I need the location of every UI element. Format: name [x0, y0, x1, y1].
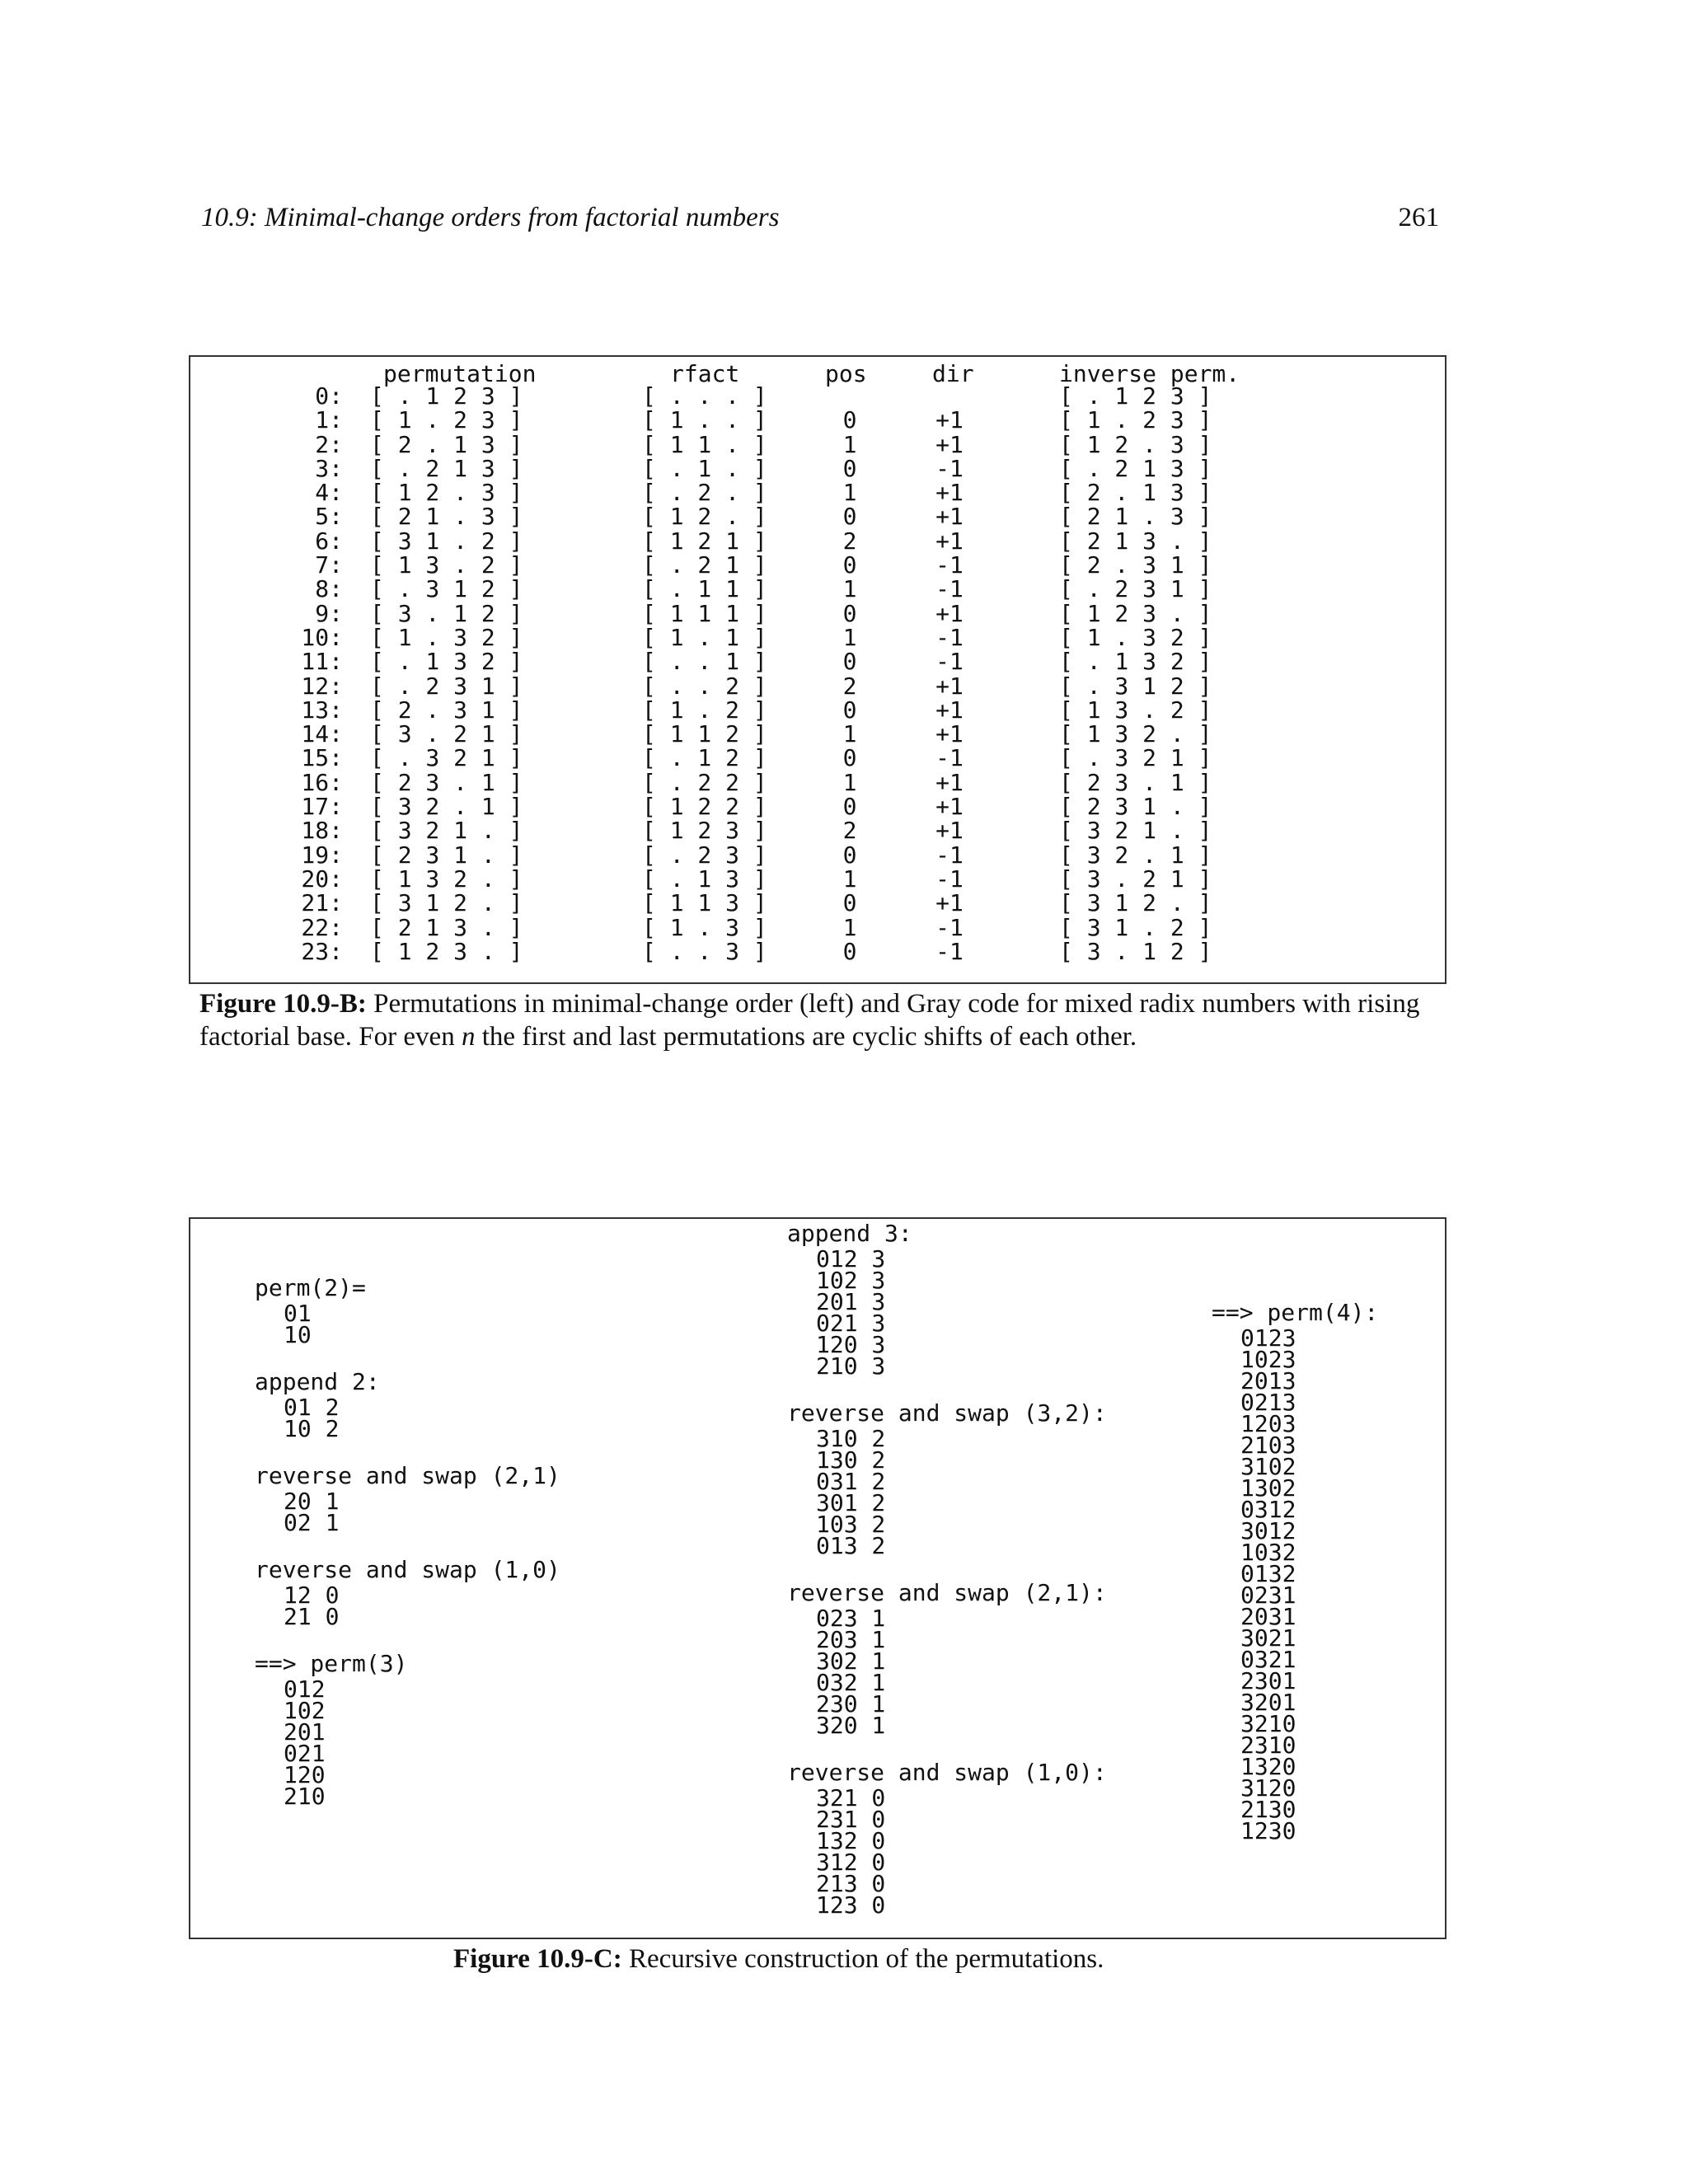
row-pos: 0	[842, 648, 857, 676]
row-permutation: [ 3 . 2 1 ]	[370, 720, 523, 748]
row-inverse: [ 1 . 3 2 ]	[1059, 623, 1212, 651]
perm-line: 3012	[1240, 1517, 1296, 1544]
perm-line: 032 1	[816, 1669, 886, 1696]
row-index: 21:	[301, 889, 343, 917]
figure-b-caption-label: Figure 10.9-B:	[199, 989, 367, 1019]
row-inverse: [ . 2 3 1 ]	[1059, 575, 1212, 603]
perm-line: 120	[284, 1761, 326, 1788]
row-rfact: [ 1 . 3 ]	[642, 913, 767, 941]
row-rfact: [ . 2 2 ]	[642, 768, 767, 796]
row-permutation: [ 1 2 3 . ]	[370, 937, 523, 965]
perm-line: 21 0	[284, 1603, 340, 1630]
pos-rows	[825, 384, 874, 963]
row-inverse: [ . 1 2 3 ]	[1059, 382, 1212, 410]
perm-line: 102 3	[816, 1267, 886, 1294]
perm-line: 1023	[1240, 1346, 1296, 1373]
row-permutation: [ 1 . 3 2 ]	[370, 623, 523, 651]
perm-line: 0312	[1240, 1496, 1296, 1523]
perm-line: 203 1	[816, 1626, 886, 1653]
row-dir	[904, 384, 995, 408]
perm-line: 210 3	[816, 1352, 886, 1380]
row-dir: -1	[935, 913, 964, 941]
perm-line: 021 3	[816, 1310, 886, 1337]
perm-line: 01 2	[284, 1394, 340, 1421]
step-label: perm(2)=	[255, 1274, 366, 1301]
row-inverse: [ 3 2 1 . ]	[1059, 817, 1212, 845]
row-permutation: [ . 3 2 1 ]	[370, 744, 523, 772]
row-index: 16:	[301, 768, 343, 796]
perm-line: 20 1	[284, 1488, 340, 1515]
perm-line: 3201	[1240, 1689, 1296, 1716]
row-inverse: [ 2 . 1 3 ]	[1059, 479, 1212, 507]
perm-line: 301 2	[816, 1489, 886, 1516]
row-permutation: [ . 1 3 2 ]	[370, 648, 523, 676]
row-pos: 1	[842, 479, 857, 507]
perm-line: 2310	[1240, 1732, 1296, 1759]
row-rfact: [ . 2 1 ]	[642, 551, 767, 579]
row-pos: 2	[842, 817, 857, 845]
perm-line: 3021	[1240, 1624, 1296, 1652]
running-head	[201, 203, 1439, 242]
row-permutation: [ 2 3 1 . ]	[370, 841, 523, 869]
row-index: 18:	[301, 817, 343, 845]
row-inverse: [ 2 3 1 . ]	[1059, 793, 1212, 821]
perm-line: 1203	[1240, 1410, 1296, 1437]
row-permutation: [ 2 . 3 1 ]	[370, 696, 523, 724]
row-rfact: [ . 1 . ]	[642, 454, 767, 482]
row-index: 17:	[301, 793, 343, 821]
perm-line: 230 1	[816, 1690, 886, 1718]
row-dir: -1	[935, 865, 964, 893]
row-index: 4:	[315, 479, 343, 507]
perm-line: 01	[284, 1300, 312, 1327]
section-title: 10.9: Minimal-change orders from factorial numbers	[201, 203, 780, 232]
perm-line: 012 3	[816, 1245, 886, 1272]
permutation-column	[370, 357, 537, 965]
row-dir: +1	[935, 768, 964, 796]
pos-column	[825, 357, 899, 965]
perm-line: 2013	[1240, 1367, 1296, 1394]
figure-b-box	[189, 355, 1447, 984]
row-dir: +1	[935, 479, 964, 507]
row-dir: -1	[935, 551, 964, 579]
row-pos: 1	[842, 720, 857, 748]
row-pos: 0	[842, 696, 857, 724]
index-rows	[301, 384, 343, 963]
perm-line: 1230	[1240, 1817, 1296, 1844]
row-pos: 1	[842, 768, 857, 796]
row-index: 11:	[301, 648, 343, 676]
step-label: reverse and swap (1,0)	[255, 1556, 560, 1583]
row-permutation: [ 1 3 2 . ]	[370, 865, 523, 893]
row-dir: +1	[935, 793, 964, 821]
perm-line: 102	[284, 1697, 326, 1724]
row-rfact: [ . 2 3 ]	[642, 841, 767, 869]
row-permutation: [ 3 1 2 . ]	[370, 889, 523, 917]
row-permutation: [ 3 2 . 1 ]	[370, 793, 523, 821]
row-inverse: [ 3 1 2 . ]	[1059, 889, 1212, 917]
step-label: append 2:	[255, 1368, 380, 1395]
row-dir: -1	[935, 648, 964, 676]
row-permutation: [ . 2 3 1 ]	[370, 672, 523, 700]
perm-line: 132 0	[816, 1827, 886, 1854]
row-index: 14:	[301, 720, 343, 748]
row-pos: 0	[842, 889, 857, 917]
row-dir: +1	[935, 503, 964, 531]
row-pos: 0	[842, 406, 857, 434]
figure-c-caption-text: Recursive construction of the permutations.	[621, 1944, 1104, 1974]
row-inverse: [ 3 . 2 1 ]	[1059, 865, 1212, 893]
perm-line: 02 1	[284, 1509, 340, 1536]
row-permutation: [ . 2 1 3 ]	[370, 454, 523, 482]
row-pos	[825, 384, 874, 408]
step-label: reverse and swap (2,1)	[255, 1462, 560, 1489]
row-dir: -1	[935, 841, 964, 869]
perm-line: 0321	[1240, 1646, 1296, 1673]
row-inverse: [ 1 3 2 . ]	[1059, 720, 1212, 748]
dir-header: dir	[932, 360, 974, 387]
dir-rows	[904, 384, 995, 963]
row-inverse: [ 3 . 1 2 ]	[1059, 937, 1212, 965]
row-index: 12:	[301, 672, 343, 700]
row-inverse: [ 3 1 . 2 ]	[1059, 913, 1212, 941]
perm-line: 210	[284, 1783, 326, 1810]
row-pos: 0	[842, 793, 857, 821]
row-dir: -1	[935, 454, 964, 482]
row-rfact: [ 1 2 3 ]	[642, 817, 767, 845]
row-inverse: [ 2 . 3 1 ]	[1059, 551, 1212, 579]
row-rfact: [ . 2 . ]	[642, 479, 767, 507]
row-inverse: [ 1 3 . 2 ]	[1059, 696, 1212, 724]
row-rfact: [ 1 2 1 ]	[642, 527, 767, 555]
row-pos: 2	[842, 527, 857, 555]
row-inverse: [ . 3 1 2 ]	[1059, 672, 1212, 700]
row-dir: -1	[935, 744, 964, 772]
row-pos: 1	[842, 430, 857, 458]
row-permutation: [ . 3 1 2 ]	[370, 575, 523, 603]
rfact-header: rfact	[670, 360, 740, 387]
inverse-rows	[1059, 384, 1212, 963]
row-inverse: [ . 2 1 3 ]	[1059, 454, 1212, 482]
row-rfact: [ 1 2 . ]	[642, 503, 767, 531]
row-pos: 1	[842, 623, 857, 651]
row-dir: +1	[935, 406, 964, 434]
perm-line: 130 2	[816, 1446, 886, 1474]
row-rfact: [ 1 1 . ]	[642, 430, 767, 458]
perm-line: 321 0	[816, 1784, 886, 1811]
row-permutation: [ 3 2 1 . ]	[370, 817, 523, 845]
row-rfact: [ . . 1 ]	[642, 648, 767, 676]
row-inverse: [ 3 2 . 1 ]	[1059, 841, 1212, 869]
perm-line: 10	[284, 1321, 312, 1348]
perm-line: 2103	[1240, 1432, 1296, 1459]
row-index: 7:	[315, 551, 343, 579]
row-dir: -1	[935, 575, 964, 603]
perm-line: 0132	[1240, 1560, 1296, 1587]
step-label: reverse and swap (3,2):	[787, 1399, 1107, 1427]
row-rfact: [ . . . ]	[642, 382, 767, 410]
perm-line: 1032	[1240, 1539, 1296, 1566]
row-rfact: [ 1 1 3 ]	[642, 889, 767, 917]
row-rfact: [ 1 2 2 ]	[642, 793, 767, 821]
row-inverse: [ . 3 2 1 ]	[1059, 744, 1212, 772]
row-rfact: [ 1 1 1 ]	[642, 599, 767, 627]
figure-b-caption	[199, 987, 1452, 1053]
row-index: 13:	[301, 696, 343, 724]
step-label: ==> perm(3)	[255, 1650, 408, 1677]
perm-line: 123 0	[816, 1891, 886, 1919]
row-index: 19:	[301, 841, 343, 869]
row-index: 15:	[301, 744, 343, 772]
perm-line: 2301	[1240, 1667, 1296, 1694]
row-dir: +1	[935, 696, 964, 724]
row-dir: +1	[935, 889, 964, 917]
row-rfact: [ 1 . 2 ]	[642, 696, 767, 724]
perm-line: 0231	[1240, 1582, 1296, 1609]
row-inverse: [ 1 . 2 3 ]	[1059, 406, 1212, 434]
row-index: 3:	[315, 454, 343, 482]
perm-line: 3120	[1240, 1774, 1296, 1802]
row-rfact: [ . . 3 ]	[642, 937, 767, 965]
inverse-column	[1059, 357, 1240, 965]
row-permutation: [ 1 . 2 3 ]	[370, 406, 523, 434]
row-pos: 0	[842, 937, 857, 965]
perm-line: 302 1	[816, 1647, 886, 1675]
perm-line: 012	[284, 1675, 326, 1703]
perm-line: 013 2	[816, 1532, 886, 1559]
figure-c-box	[189, 1217, 1447, 1939]
perm-line: 103 2	[816, 1511, 886, 1538]
row-inverse: [ 2 1 . 3 ]	[1059, 503, 1212, 531]
row-rfact: [ . 1 1 ]	[642, 575, 767, 603]
row-permutation: [ 3 1 . 2 ]	[370, 527, 523, 555]
perm-line: 310 2	[816, 1425, 886, 1452]
figure-c-caption-label: Figure 10.9-C:	[453, 1944, 622, 1974]
row-pos: 1	[842, 575, 857, 603]
row-pos: 0	[842, 503, 857, 531]
permutation-header: permutation	[383, 360, 537, 387]
perm-line: 120 3	[816, 1331, 886, 1358]
row-pos: 1	[842, 865, 857, 893]
rfact-rows	[642, 384, 767, 963]
row-dir: +1	[935, 527, 964, 555]
row-pos: 0	[842, 454, 857, 482]
perm-line: 2031	[1240, 1603, 1296, 1630]
row-pos: 0	[842, 599, 857, 627]
permutation-rows	[370, 384, 523, 963]
row-index: 2:	[315, 430, 343, 458]
figure-c-caption	[453, 1943, 1278, 1975]
row-pos: 0	[842, 551, 857, 579]
perm-line: 1320	[1240, 1753, 1296, 1780]
row-permutation: [ 1 2 . 3 ]	[370, 479, 523, 507]
row-dir: +1	[935, 672, 964, 700]
perm-line: 2130	[1240, 1796, 1296, 1823]
row-dir: +1	[935, 599, 964, 627]
row-rfact: [ 1 . 1 ]	[642, 623, 767, 651]
row-index: 9:	[315, 599, 343, 627]
inverse-header: inverse perm.	[1059, 360, 1240, 387]
perm-line: 0213	[1240, 1389, 1296, 1416]
perm-line: 021	[284, 1740, 326, 1767]
step-label: reverse and swap (1,0):	[787, 1759, 1107, 1786]
perm-line: 213 0	[816, 1870, 886, 1897]
row-permutation: [ 1 3 . 2 ]	[370, 551, 523, 579]
row-dir: +1	[935, 817, 964, 845]
perm-line: 031 2	[816, 1468, 886, 1495]
row-pos: 0	[842, 841, 857, 869]
index-column	[269, 357, 343, 965]
row-dir: -1	[935, 937, 964, 965]
row-index: 5:	[315, 503, 343, 531]
row-rfact: [ 1 . . ]	[642, 406, 767, 434]
perm-line: 312 0	[816, 1849, 886, 1876]
row-inverse: [ . 1 3 2 ]	[1059, 648, 1212, 676]
row-dir: -1	[935, 623, 964, 651]
row-permutation: [ 2 . 1 3 ]	[370, 430, 523, 458]
row-pos: 0	[842, 744, 857, 772]
rfact-column	[642, 357, 767, 965]
step-label: append 3:	[787, 1220, 912, 1247]
perm-line: 0123	[1240, 1324, 1296, 1352]
row-index: 10:	[301, 623, 343, 651]
row-index: 6:	[315, 527, 343, 555]
perm-line: 1302	[1240, 1474, 1296, 1502]
figure-b-caption-text-1: Permutations in minimal-change order (left) and Gray code for mixed radix numbers with rising factorial base. For even	[199, 989, 1420, 1052]
row-dir: +1	[935, 720, 964, 748]
row-permutation: [ 2 1 . 3 ]	[370, 503, 523, 531]
step-label: reverse and swap (2,1):	[787, 1579, 1107, 1606]
row-pos: 2	[842, 672, 857, 700]
row-inverse: [ 1 2 3 . ]	[1059, 599, 1212, 627]
row-index: 20:	[301, 865, 343, 893]
perm-line: 023 1	[816, 1605, 886, 1632]
row-rfact: [ . 1 3 ]	[642, 865, 767, 893]
perm-line: 10 2	[284, 1415, 340, 1442]
row-index: 23:	[301, 937, 343, 965]
page-number: 261	[1398, 203, 1439, 232]
row-rfact: [ . 1 2 ]	[642, 744, 767, 772]
perm-line: 201 3	[816, 1288, 886, 1315]
row-inverse: [ 2 1 3 . ]	[1059, 527, 1212, 555]
dir-column	[904, 357, 995, 965]
row-index: 8:	[315, 575, 343, 603]
perm-line: 3102	[1240, 1453, 1296, 1480]
perm-line: 12 0	[284, 1582, 340, 1609]
row-index: 1:	[315, 406, 343, 434]
row-inverse: [ 2 3 . 1 ]	[1059, 768, 1212, 796]
row-permutation: [ 2 1 3 . ]	[370, 913, 523, 941]
row-pos: 1	[842, 913, 857, 941]
row-rfact: [ 1 1 2 ]	[642, 720, 767, 748]
row-permutation: [ 3 . 1 2 ]	[370, 599, 523, 627]
pos-header: pos	[825, 360, 867, 387]
figure-b-caption-var: n	[461, 1022, 476, 1052]
row-index: 0:	[315, 382, 343, 410]
step-label: ==> perm(4):	[1212, 1299, 1379, 1326]
row-inverse: [ 1 2 . 3 ]	[1059, 430, 1212, 458]
perm-line: 320 1	[816, 1712, 886, 1739]
perm-line: 231 0	[816, 1806, 886, 1833]
figure-b-caption-text-2: the first and last permutations are cyclic shifts of each other.	[475, 1022, 1137, 1052]
perm-line: 201	[284, 1718, 326, 1746]
row-permutation: [ 2 3 . 1 ]	[370, 768, 523, 796]
row-rfact: [ . . 2 ]	[642, 672, 767, 700]
row-index: 22:	[301, 913, 343, 941]
row-permutation: [ . 1 2 3 ]	[370, 382, 523, 410]
row-dir: +1	[935, 430, 964, 458]
perm-line: 3210	[1240, 1710, 1296, 1737]
